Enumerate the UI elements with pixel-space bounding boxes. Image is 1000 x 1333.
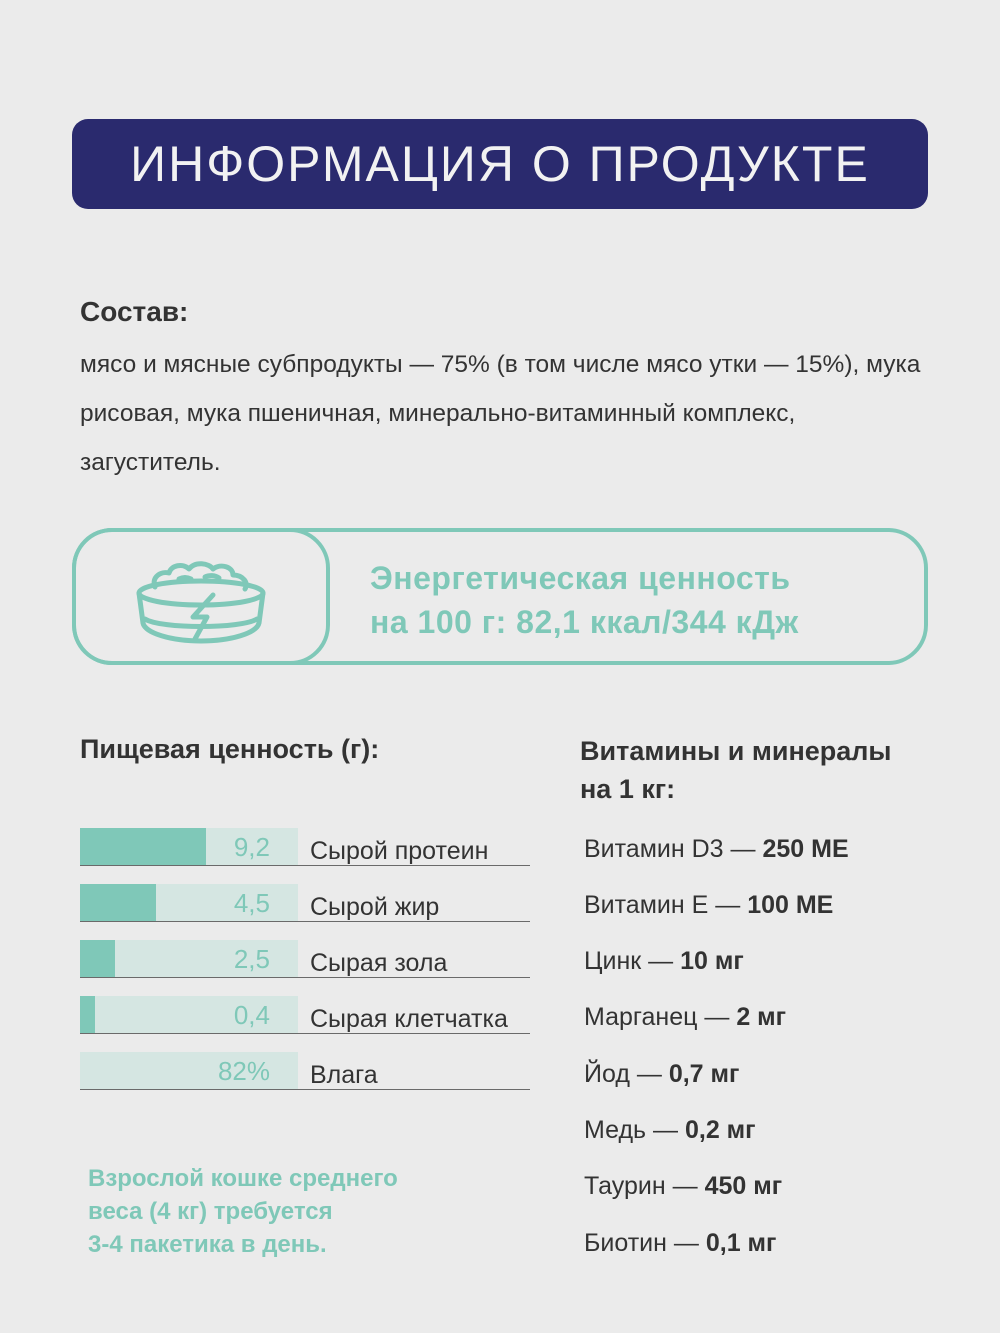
row-divider [80, 865, 530, 866]
feeding-note-line-3: 3-4 пакетика в день. [88, 1231, 327, 1258]
nutrition-row [80, 1052, 530, 1090]
composition-label: Состав: [80, 296, 189, 327]
nutrition-value: 4,5 [233, 888, 270, 918]
vitamin-item [584, 1167, 782, 1205]
nutrition-row [80, 884, 530, 922]
vitamins-title-line-1: Витамины и минералы [580, 736, 892, 766]
vitamin-amount: 10 мг [680, 947, 744, 975]
energy-icon-container [72, 528, 330, 665]
nutrition-label: Сырой протеин [310, 837, 489, 865]
vitamin-amount: 450 мг [704, 1172, 783, 1200]
nutrition-label: Сырой жир [310, 893, 440, 921]
vitamin-name: Таурин — [584, 1172, 705, 1200]
vitamin-item [584, 886, 833, 924]
vitamin-amount: 0,2 мг [684, 1116, 756, 1144]
energy-line-1: Энергетическая ценность [370, 560, 791, 596]
nutrition-value: 82% [217, 1056, 270, 1086]
feeding-note-line-2: веса (4 кг) требуется [88, 1198, 333, 1225]
nutrition-row [80, 996, 530, 1034]
nutrition-label: Сырая зола [310, 949, 448, 977]
nutrition-label: Сырая клетчатка [310, 1005, 508, 1033]
nutrition-label: Влага [310, 1061, 378, 1089]
page-title: ИНФОРМАЦИЯ О ПРОДУКТЕ [130, 136, 870, 192]
energy-value-text [370, 556, 799, 644]
nutrition-row [80, 940, 530, 978]
feeding-note [88, 1162, 398, 1261]
nutrition-row [80, 828, 530, 866]
vitamin-item [584, 942, 744, 980]
vitamin-amount: 100 МЕ [747, 891, 834, 919]
vitamin-name: Витамин D3 — [584, 835, 763, 863]
vitamin-amount: 2 мг [736, 1003, 787, 1031]
row-divider [80, 1033, 530, 1034]
feeding-note-line-1: Взрослой кошке среднего [88, 1165, 398, 1192]
vitamin-item [584, 1055, 739, 1093]
vitamin-name: Биотин — [584, 1229, 706, 1257]
vitamin-name: Витамин Е — [584, 891, 748, 919]
vitamin-item [584, 1224, 776, 1262]
vitamin-item [584, 1111, 756, 1149]
row-divider [80, 1089, 530, 1090]
composition-text: мясо и мясные субпродукты — 75% (в том числе мясо утки — 15%), мука рисовая, мука пшеничная, минерально-витаминный комплекс, загуститель. [80, 351, 921, 476]
title-banner [72, 119, 928, 209]
row-divider [80, 921, 530, 922]
vitamin-name: Йод — [584, 1060, 669, 1088]
energy-line-2: на 100 г: 82,1 ккал/344 кДж [370, 604, 799, 640]
vitamins-title-line-2: на 1 кг: [580, 774, 676, 804]
vitamin-name: Медь — [584, 1116, 685, 1144]
nutrition-title: Пищевая ценность (г): [80, 734, 380, 764]
vitamin-name: Марганец — [584, 1003, 737, 1031]
row-divider [80, 977, 530, 978]
vitamin-amount: 250 МЕ [762, 835, 849, 863]
food-bowl-icon [121, 547, 281, 647]
energy-value-box [72, 528, 928, 665]
vitamin-name: Цинк — [584, 947, 681, 975]
vitamin-item [584, 830, 849, 868]
vitamins-title [580, 732, 892, 808]
nutrition-value: 9,2 [233, 832, 270, 862]
nutrition-value: 2,5 [233, 944, 270, 974]
vitamin-item [584, 998, 786, 1036]
nutrition-value: 0,4 [233, 1000, 270, 1030]
vitamin-amount: 0,1 мг [705, 1229, 777, 1257]
vitamin-amount: 0,7 мг [668, 1060, 740, 1088]
